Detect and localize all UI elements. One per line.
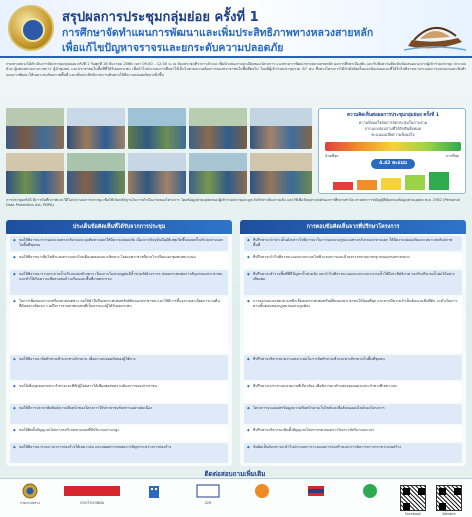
facebook-qr-code[interactable] xyxy=(400,485,426,511)
orange-logo xyxy=(254,483,270,499)
partner-name: S2R xyxy=(204,501,212,505)
response-item: ◆ ข้อคิดเห็นดังกล่าวจะนำไปประกอบการวางแผนการก่อสร้างและการจัดการจราจรระหว่างก่อสร้าง xyxy=(244,443,462,463)
comment-item: ◆ ขอให้พิจารณาเพิ่มไฟฟ้าแสงสว่างและป้ายเตือนตลอดแนวเส้นทาง โดยเฉพาะช่วงที่ผ่านโรงเรียนและชุมชนหนาแน่น xyxy=(10,253,228,268)
partner-name: CHOTICHINDA xyxy=(80,501,104,505)
boat-illustration-icon xyxy=(404,6,466,52)
survey-line: ความพึงพอใจต่อการจัดประชุมในภาพรวม xyxy=(358,120,428,125)
green-logo xyxy=(362,483,378,499)
emblem-icon xyxy=(22,483,38,499)
comment-item: ◆ ขอให้พิจารณาการออกแบบทางกลับรถและจุดตัดทางแยกให้มีความปลอดภัย เนื่องจากปัจจุบันมีอุบัติเหตุเกิดขึ้นบ่อยครั้งบริเวณทางแยกในพื้นที่ชุมชน xyxy=(10,236,228,251)
survey-line: คะแนนเฉลี่ยความพึงพอใจ xyxy=(371,132,415,137)
project-subtitle-line-2: เพื่อแก้ไขปัญหาจราจรและยกระดับความปลอดภัย xyxy=(62,42,284,54)
website-qr-label: Website xyxy=(442,512,456,516)
comment-item: ◆ ขอให้พิจารณาระบบระบายน้ำบริเวณสองข้างทาง เนื่องจากในช่วงฤดูฝนมีน้ำท่วมขังผิวจราจร ส่งผลกระทบต่อการสัญจรของประชาชน และทำให้เกิดความเสียหายต่อบ้านเรือนและพื้นที่เกษตรกรรม xyxy=(10,270,228,295)
meeting-photo xyxy=(128,153,186,194)
partner-logo xyxy=(240,483,284,501)
response-item: ◆ ที่ปรึกษาจะพิจารณาติดตั้งสัญญาณไฟจราจรตามผลการวิเคราะห์ปริมาณจราจร xyxy=(244,426,462,441)
intro-paragraph: กรมทางหลวงได้ดำเนินการจัดประชุมกลุ่มย่อย ครั้งที่ 1 วันพุธที่ 18 ธันวาคม 2566 เวลา 09.00 – 12.00 น. ณ ห้องประชุมที่ว่าการอำเภอ เพื่อนำเสนอรายละเอียดของโครงการ แนวทางการพัฒนาทางหลวงสายหลัก ผลการศึกษาเบื้องต้น และรับฟังความคิดเห็นข้อเสนอแนะจากผู้เข้าร่วมประชุม ประกอบด้วย ผู้แทนหน่วยงานราชการ ผู้นำชุมชน และประชาชนในพื้นที่ที่ได้รับผลกระทบ เพื่อนำไปประกอบการศึกษาให้เป็นไปตามความต้องการของประชาชนในพื้นที่ต่อไป โดยมีผู้เข้าร่วมประชุมรวม 87 คน ซึ่งทางโครงการได้นำข้อคิดเห็นและข้อเสนอแนะที่ได้รับไปพิจารณาประกอบการออกแบบและจัดทำแผนการพัฒนาให้เหมาะสมกับสภาพพื้นที่ และเพิ่มประสิทธิภาพการเดินทางให้มีความปลอดภัยมากยิ่งขึ้น xyxy=(6,62,466,77)
page-title: สรุปผลการประชุมกลุ่มย่อย ครั้งที่ 1 xyxy=(62,10,259,25)
scale-high-label: มากที่สุด xyxy=(445,154,459,158)
comment-item: ◆ ขอให้มีการประชาสัมพันธ์ความคืบหน้าของโครงการให้ประชาชนรับทราบอย่างต่อเนื่อง xyxy=(10,404,228,424)
response-item: ◆ ที่ปรึกษาจะนำไปพิจารณาออกแบบระบบไฟฟ้าแสงสว่างและป้ายจราจรตามมาตรฐานของกรมทางหลวง xyxy=(244,253,462,268)
project-subtitle-line-1: การศึกษาจัดทำแผนการพัฒนาและเพิ่มประสิทธิภาพทางหลวงสายหลัก xyxy=(62,27,374,39)
survey-line: จากแบบสอบถามที่ได้รับคืนทั้งหมด xyxy=(364,126,422,131)
meeting-photo xyxy=(250,153,312,194)
website-qr-code[interactable] xyxy=(436,485,462,511)
partner-logo xyxy=(132,483,176,501)
meeting-photo xyxy=(189,108,247,149)
survey-title: ความคิดเห็นต่อผลการประชุมกลุ่มย่อย ครั้งที่ 1 xyxy=(346,113,440,118)
pdpa-caption: การประชุมครั้งนี้ มีการบันทึกภาพและวิดีโอประกอบการประชุม เพื่อใช้เป็นหลักฐานในการดำเนินงานของโครงการ โดยข้อมูลส่วนบุคคลของผู้เข้าร่วมประชุมจะถูกเก็บรักษาเป็นความลับ และใช้เพื่อวัตถุประสงค์ของการศึกษาเท่านั้น ตามพระราชบัญญัติคุ้มครองข้อมูลส่วนบุคคล พ.ศ. 2562 (Personal Data Protection Act, PDPA) xyxy=(6,198,460,208)
comment-item: ◆ ในการเพิ่มช่องจราจรหรือขยายเขตทาง ขอให้คำนึงถึงผลกระทบต่อทรัพย์สินของประชาชน และให้มีการชี้แจงรายละเอียดการเวนคืนที่ดินอย่างชัดเจน รวมถึงการจ่ายค่าทดแทนที่เป็นธรรมแก่ผู้ได้รับผลกระทบ xyxy=(10,297,228,353)
partner-logo xyxy=(8,483,52,505)
footer-partners xyxy=(0,478,472,517)
comment-item: ◆ ขอให้ติดตั้งสัญญาณไฟจราจรบริเวณทางแยกที่มีปริมาณจราจรสูง xyxy=(10,426,228,441)
meeting-photo-grid xyxy=(6,108,312,194)
facebook-qr-label: Facebook xyxy=(405,512,421,516)
meeting-photo xyxy=(128,108,186,149)
responses-column xyxy=(240,220,466,466)
response-item: ◆ ที่ปรึกษาจะพิจารณาความเหมาะสมในการจัดทำทางเท้าและทางจักรยานในพื้นที่ชุมชน xyxy=(244,355,462,380)
comment-item: ◆ ขอให้เพิ่มจุดจอดรถประจำทางและที่พักผู้โดยสารให้เพียงพอต่อความต้องการของประชาชน xyxy=(10,382,228,402)
response-item: ◆ การออกแบบจะพยายามหลีกเลี่ยงผลกระทบต่อทรัพย์สินของประชาชนให้น้อยที่สุด และหากมีความจำเป็นต้องเวนคืนที่ดิน จะดำเนินการตามขั้นตอนของกฎหมายอย่างถูกต้อง xyxy=(244,297,462,353)
flag-logo xyxy=(307,483,325,499)
response-item: ◆ ที่ปรึกษาจะประสานหน่วยงานที่เกี่ยวข้อง เพื่อพิจารณาตำแหน่งจุดจอดรถประจำทางที่เหมาะสม xyxy=(244,382,462,402)
partner-name: กรมทางหลวง xyxy=(20,501,40,505)
response-item: ◆ ที่ปรึกษาจะสำรวจพื้นที่ที่มีปัญหาน้ำท่วมขัง และนำไปพิจารณาออกแบบระบบระบายน้ำให้มีประสิทธิภาพ รองรับปริมาณน้ำฝนได้อย่างเพียงพอ xyxy=(244,270,462,295)
meeting-photo xyxy=(6,108,64,149)
comment-item: ◆ ขอให้พิจารณาระยะเวลาการก่อสร้างให้เหมาะสม และลดผลกระทบต่อการสัญจรระหว่างการก่อสร้าง xyxy=(10,443,228,463)
meeting-photo xyxy=(189,153,247,194)
average-score-badge: 4.42 คะแนน xyxy=(371,159,415,169)
comments-heading: ประเด็นข้อคิดเห็นที่ได้รับจากการประชุม xyxy=(6,220,232,234)
responses-heading: การตอบข้อคิดเห็นจากที่ปรึกษาโครงการ xyxy=(240,220,466,234)
department-emblem-icon xyxy=(8,5,54,51)
meeting-photo xyxy=(250,108,312,149)
contact-title: ติดต่อสอบถามเพิ่มเติม xyxy=(204,470,266,478)
partner-logo xyxy=(186,483,230,505)
response-item: ◆ โครงการจะเผยแพร่ข้อมูลความคืบหน้าผ่านเว็บไซต์และสื่อสังคมออนไลน์ของโครงการ xyxy=(244,404,462,424)
response-item: ◆ ที่ปรึกษาจะนำประเด็นดังกล่าวไปพิจารณาในการออกแบบรูปแบบทางกลับรถและทางแยก ให้มีความปลอดภัยและเหมาะสมกับสภาพพื้นที่ xyxy=(244,236,462,251)
satisfaction-scale-bar xyxy=(325,142,461,151)
comment-item: ◆ ขอให้พิจารณาจัดทำทางเท้าและทางจักรยาน เพื่อความปลอดภัยของผู้ใช้ทาง xyxy=(10,355,228,380)
comments-column xyxy=(6,220,232,466)
partner-logo xyxy=(62,483,122,505)
meeting-photo xyxy=(67,153,125,194)
building-logo xyxy=(146,483,162,499)
header xyxy=(0,0,472,58)
partner-logo xyxy=(348,483,392,501)
meeting-photo xyxy=(67,108,125,149)
partner-logo xyxy=(294,483,338,501)
survey-mini-chart xyxy=(329,172,457,190)
chotichinda-logo xyxy=(62,483,122,499)
satisfaction-survey-box xyxy=(318,108,466,194)
scale-low-label: น้อยที่สุด xyxy=(325,154,339,158)
meeting-photo xyxy=(6,153,64,194)
s2r-logo xyxy=(196,483,220,499)
